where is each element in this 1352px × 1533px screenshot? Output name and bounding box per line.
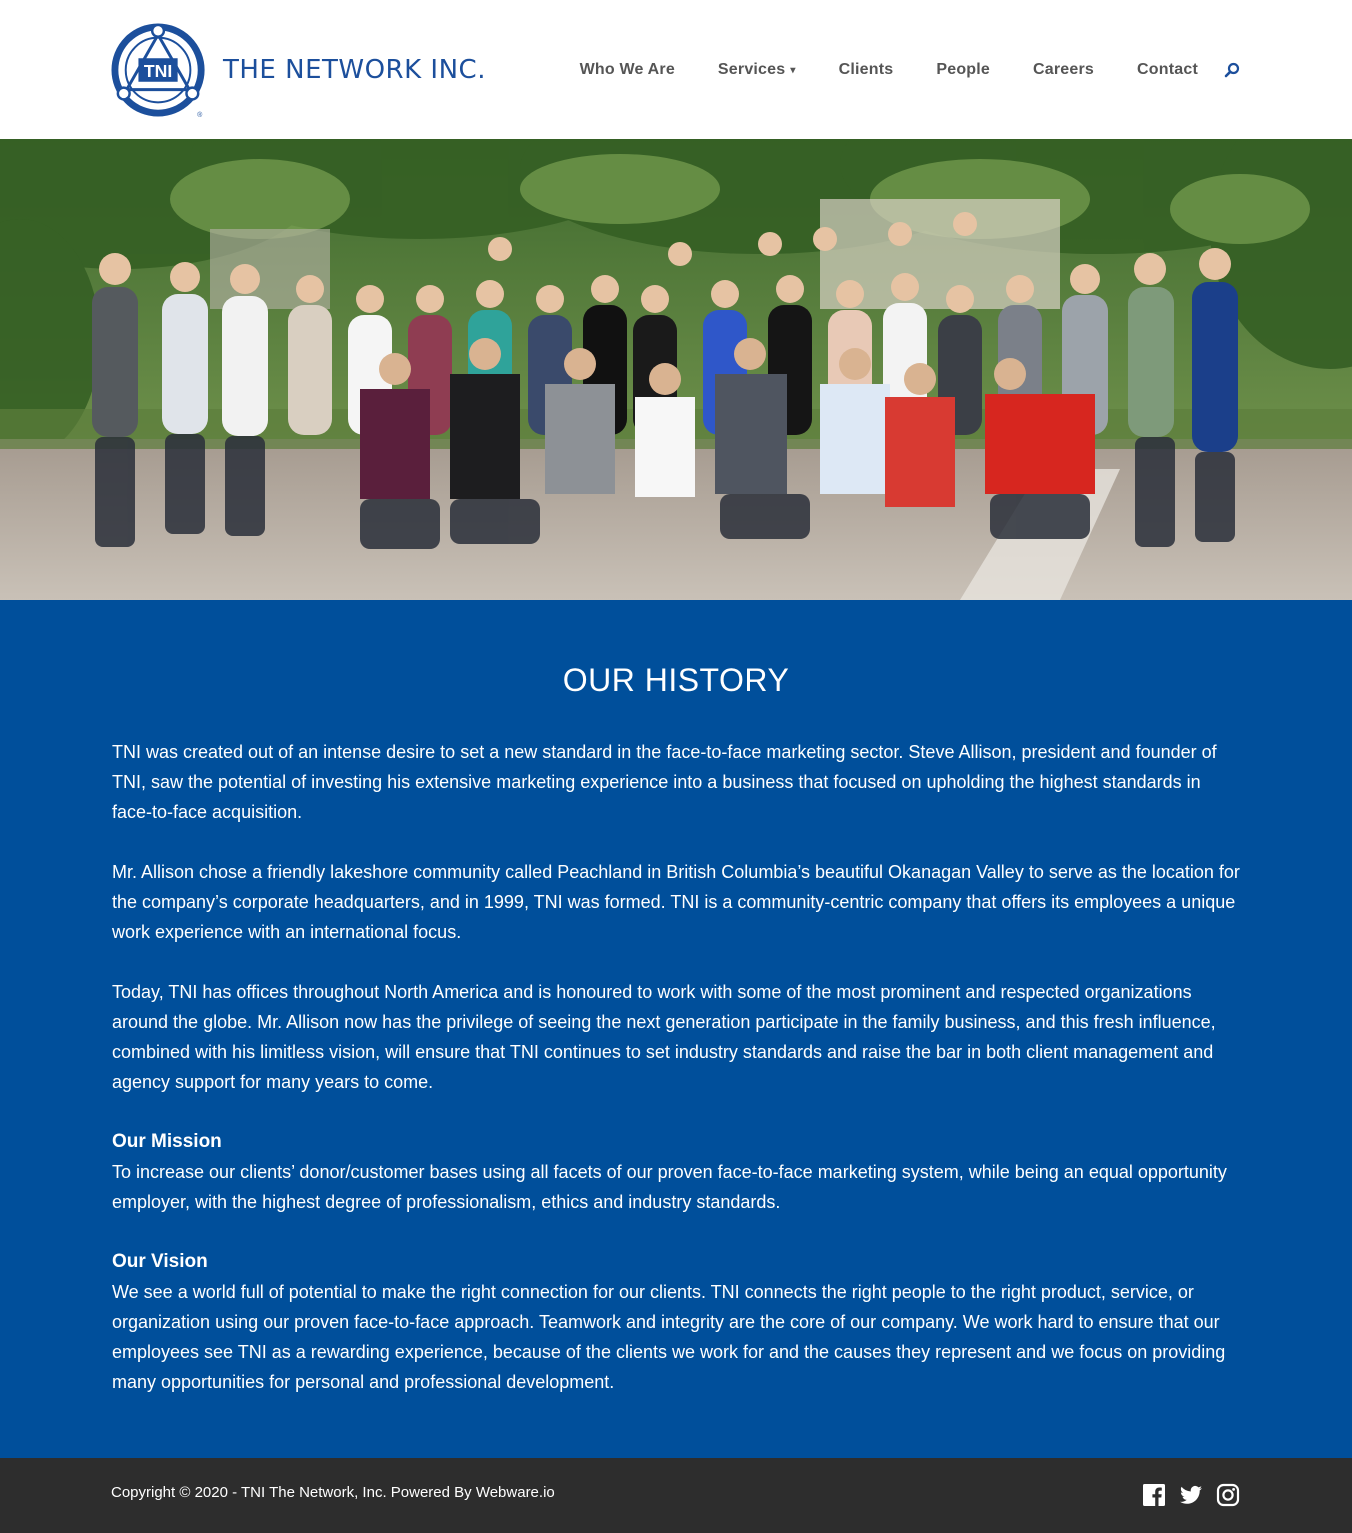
nav-clients[interactable] (839, 61, 894, 79)
nav-careers-label: Careers (1033, 61, 1095, 78)
copyright-text: Copyright © 2020 - TNI The Network, Inc. Powered By Webware.io (111, 1484, 555, 1501)
nav-services[interactable] (718, 61, 796, 79)
instagram-icon[interactable] (1216, 1483, 1240, 1507)
history-paragraph-2: Mr. Allison chose a friendly lakeshore community called Peachland in British Columbia’s beautiful Okanagan Valley to serve as the location for the company’s corporate headquarters, and in 1999, TNI was formed. TNI is a community-centric company that offers its employees a unique work experience with an international focus. (112, 862, 1240, 942)
history-paragraph-1: TNI was created out of an intense desire to set a new standard in the face-to-face marketing sector. Steve Allison, president and founder of TNI, saw the potential of investing his extensive marketing experience into a business that focused on upholding the highest standards in face-to-face acquisition. (112, 742, 1217, 822)
facebook-icon[interactable] (1142, 1483, 1166, 1507)
logo-mark-text: TNI (143, 60, 173, 81)
logo-text: THE NETWORK INC. (223, 55, 486, 85)
vision-heading: Our Vision (112, 1251, 208, 1272)
mission-text: To increase our clients’ donor/customer bases using all facets of our proven face-to-face marketing system, while being an equal opportunity employer, with the highest degree of professionalism, ethics and industry standards. (112, 1162, 1227, 1212)
nav-contact-label: Contact (1137, 61, 1198, 78)
vision-text: We see a world full of potential to make the right connection for our clients. TNI connects the right people to the right product, service, or organization using our proven face-to-face approach. Teamwork and integrity are the core of our company. We work hard to ensure that our employees see TNI as a rewarding experience, because of the clients we work for and the causes they represent and we focus on providing many opportunities for personal and professional development. (112, 1282, 1226, 1392)
site-footer (0, 1458, 1352, 1533)
nav-who-we-are[interactable] (580, 61, 675, 79)
nav-contact[interactable] (1137, 61, 1198, 79)
group-photo (0, 139, 1352, 600)
nav-who-we-are-label: Who We Are (579, 61, 675, 78)
tni-logo-icon (111, 20, 209, 120)
nav-people-label: People (936, 61, 991, 78)
svg-text:®: ® (197, 112, 203, 120)
history-title: OUR HISTORY (562, 662, 790, 698)
history-content (112, 662, 1240, 1427)
hero-group-photo (0, 139, 1352, 600)
site-logo[interactable] (111, 19, 491, 121)
site-header (0, 0, 1352, 139)
history-paragraph-3: Today, TNI has offices throughout North America and is honoured to work with some of the most prominent and respected organizations around the globe. Mr. Allison now has the privilege of seeing the next generation participate in the family business, and this fresh influence, combined with his limitless vision, will ensure that TNI continues to set industry standards and raise the bar in both client management and agency support for many years to come. (112, 982, 1216, 1092)
chevron-down-icon: ▾ (790, 64, 796, 76)
mission-heading: Our Mission (112, 1131, 222, 1152)
nav-careers[interactable] (1033, 61, 1094, 79)
main-nav (580, 56, 1240, 84)
twitter-icon[interactable] (1179, 1483, 1203, 1507)
nav-people[interactable] (936, 61, 990, 79)
history-section (0, 600, 1352, 1458)
search-icon[interactable] (1224, 62, 1240, 78)
nav-services-label: Services (717, 61, 786, 78)
social-links (1129, 1483, 1240, 1507)
nav-clients-label: Clients (838, 61, 894, 78)
